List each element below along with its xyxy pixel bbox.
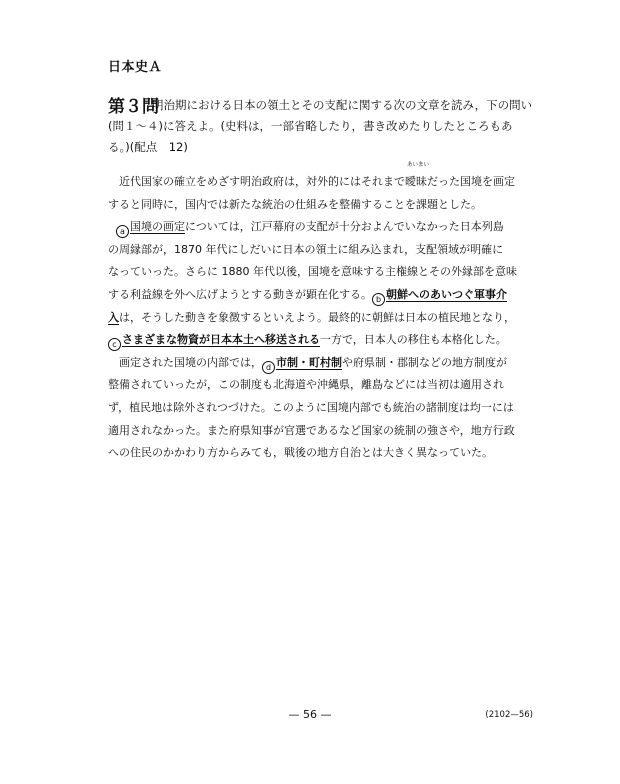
question-number: 第３問 xyxy=(108,97,159,117)
passage-line xyxy=(108,352,528,375)
exam-code: (2102—56) xyxy=(485,710,533,720)
text-run: や府県制・郡制などの地方制度が xyxy=(342,355,507,369)
underline-marker-c: c xyxy=(108,338,121,351)
passage-line xyxy=(108,216,528,239)
passage-line: への住民のかかわり方からみても，戦後の地方自治とは大きく異なっていた。 xyxy=(108,446,493,460)
underline-marker-a: a xyxy=(116,225,129,238)
passage-line: の周縁部が，1870 年代にしだいに日本の領土に組み込まれ，支配領域が明確に xyxy=(108,242,504,256)
text-run: は，そうした動きを象徴するといえよう。最終的に朝鮮は日本の植民地となり， xyxy=(119,310,515,324)
ruby-base: 曖昧 xyxy=(405,175,427,188)
underline-marker-d: d xyxy=(262,361,275,374)
text-run: 一方で，日本人の移住も本格化した。 xyxy=(320,333,507,347)
subject-title: 日本史Ａ xyxy=(108,60,163,75)
instruction-line: 明治期における日本の領土とその支配に関する次の文章を読み，下の問い xyxy=(152,98,533,112)
passage-line xyxy=(108,284,528,307)
instruction-line: る。)(配点 12) xyxy=(108,140,188,154)
instruction-line: (問１～４)に答えよ。(史料は，一部省略したり，書き改めたりしたところもあ xyxy=(108,119,513,133)
text-run: については，江戸幕府の支配が十分およんでいなかった日本列島 xyxy=(185,220,504,234)
text-run: 画定された国境の内部では， xyxy=(119,355,262,369)
passage-line: 整備されていったが，この制度も北海道や沖縄県，離島などには当初は適用され xyxy=(108,378,504,392)
passage xyxy=(108,162,528,465)
passage-line: なっていった。さらに 1880 年代以後，国境を意味する主権線とその外縁部を意味 xyxy=(108,265,517,279)
underlined-phrase-a: 国境の画定 xyxy=(130,220,185,234)
underline-marker-b: b xyxy=(372,293,385,306)
passage-line xyxy=(108,307,528,330)
text-run: する利益線を外へ広げようとする動きが顕在化する。 xyxy=(108,287,372,301)
text-run: 近代国家の確立をめざす明治政府は，対外的にはそれまで xyxy=(119,175,405,188)
ruby-reading: あいまい xyxy=(407,162,430,168)
passage-line: すると同時に，国内では新たな統治の仕組みを整備することを課題とした。 xyxy=(108,197,482,211)
ruby-word xyxy=(405,162,430,194)
passage-line xyxy=(108,329,528,352)
page-number: — 56 — xyxy=(288,708,332,721)
passage-line: 適用されなかった。また府県知事が官選であるなど国家の統制の強さや，地方行政 xyxy=(108,423,515,437)
text-run: だった国境を画定 xyxy=(427,175,515,188)
underlined-phrase-d: 市制・町村制 xyxy=(276,355,342,369)
underlined-phrase-b: 朝鮮へのあいつぐ軍事介 xyxy=(386,287,507,301)
underlined-phrase-b-cont: 入 xyxy=(108,310,119,324)
passage-line xyxy=(108,162,528,194)
underlined-phrase-c: さまざまな物資が日本本土へ移送される xyxy=(122,333,320,347)
passage-line: ず，植民地は除外されつづけた。このように国境内部でも統治の諸制度は均一には xyxy=(108,400,514,414)
